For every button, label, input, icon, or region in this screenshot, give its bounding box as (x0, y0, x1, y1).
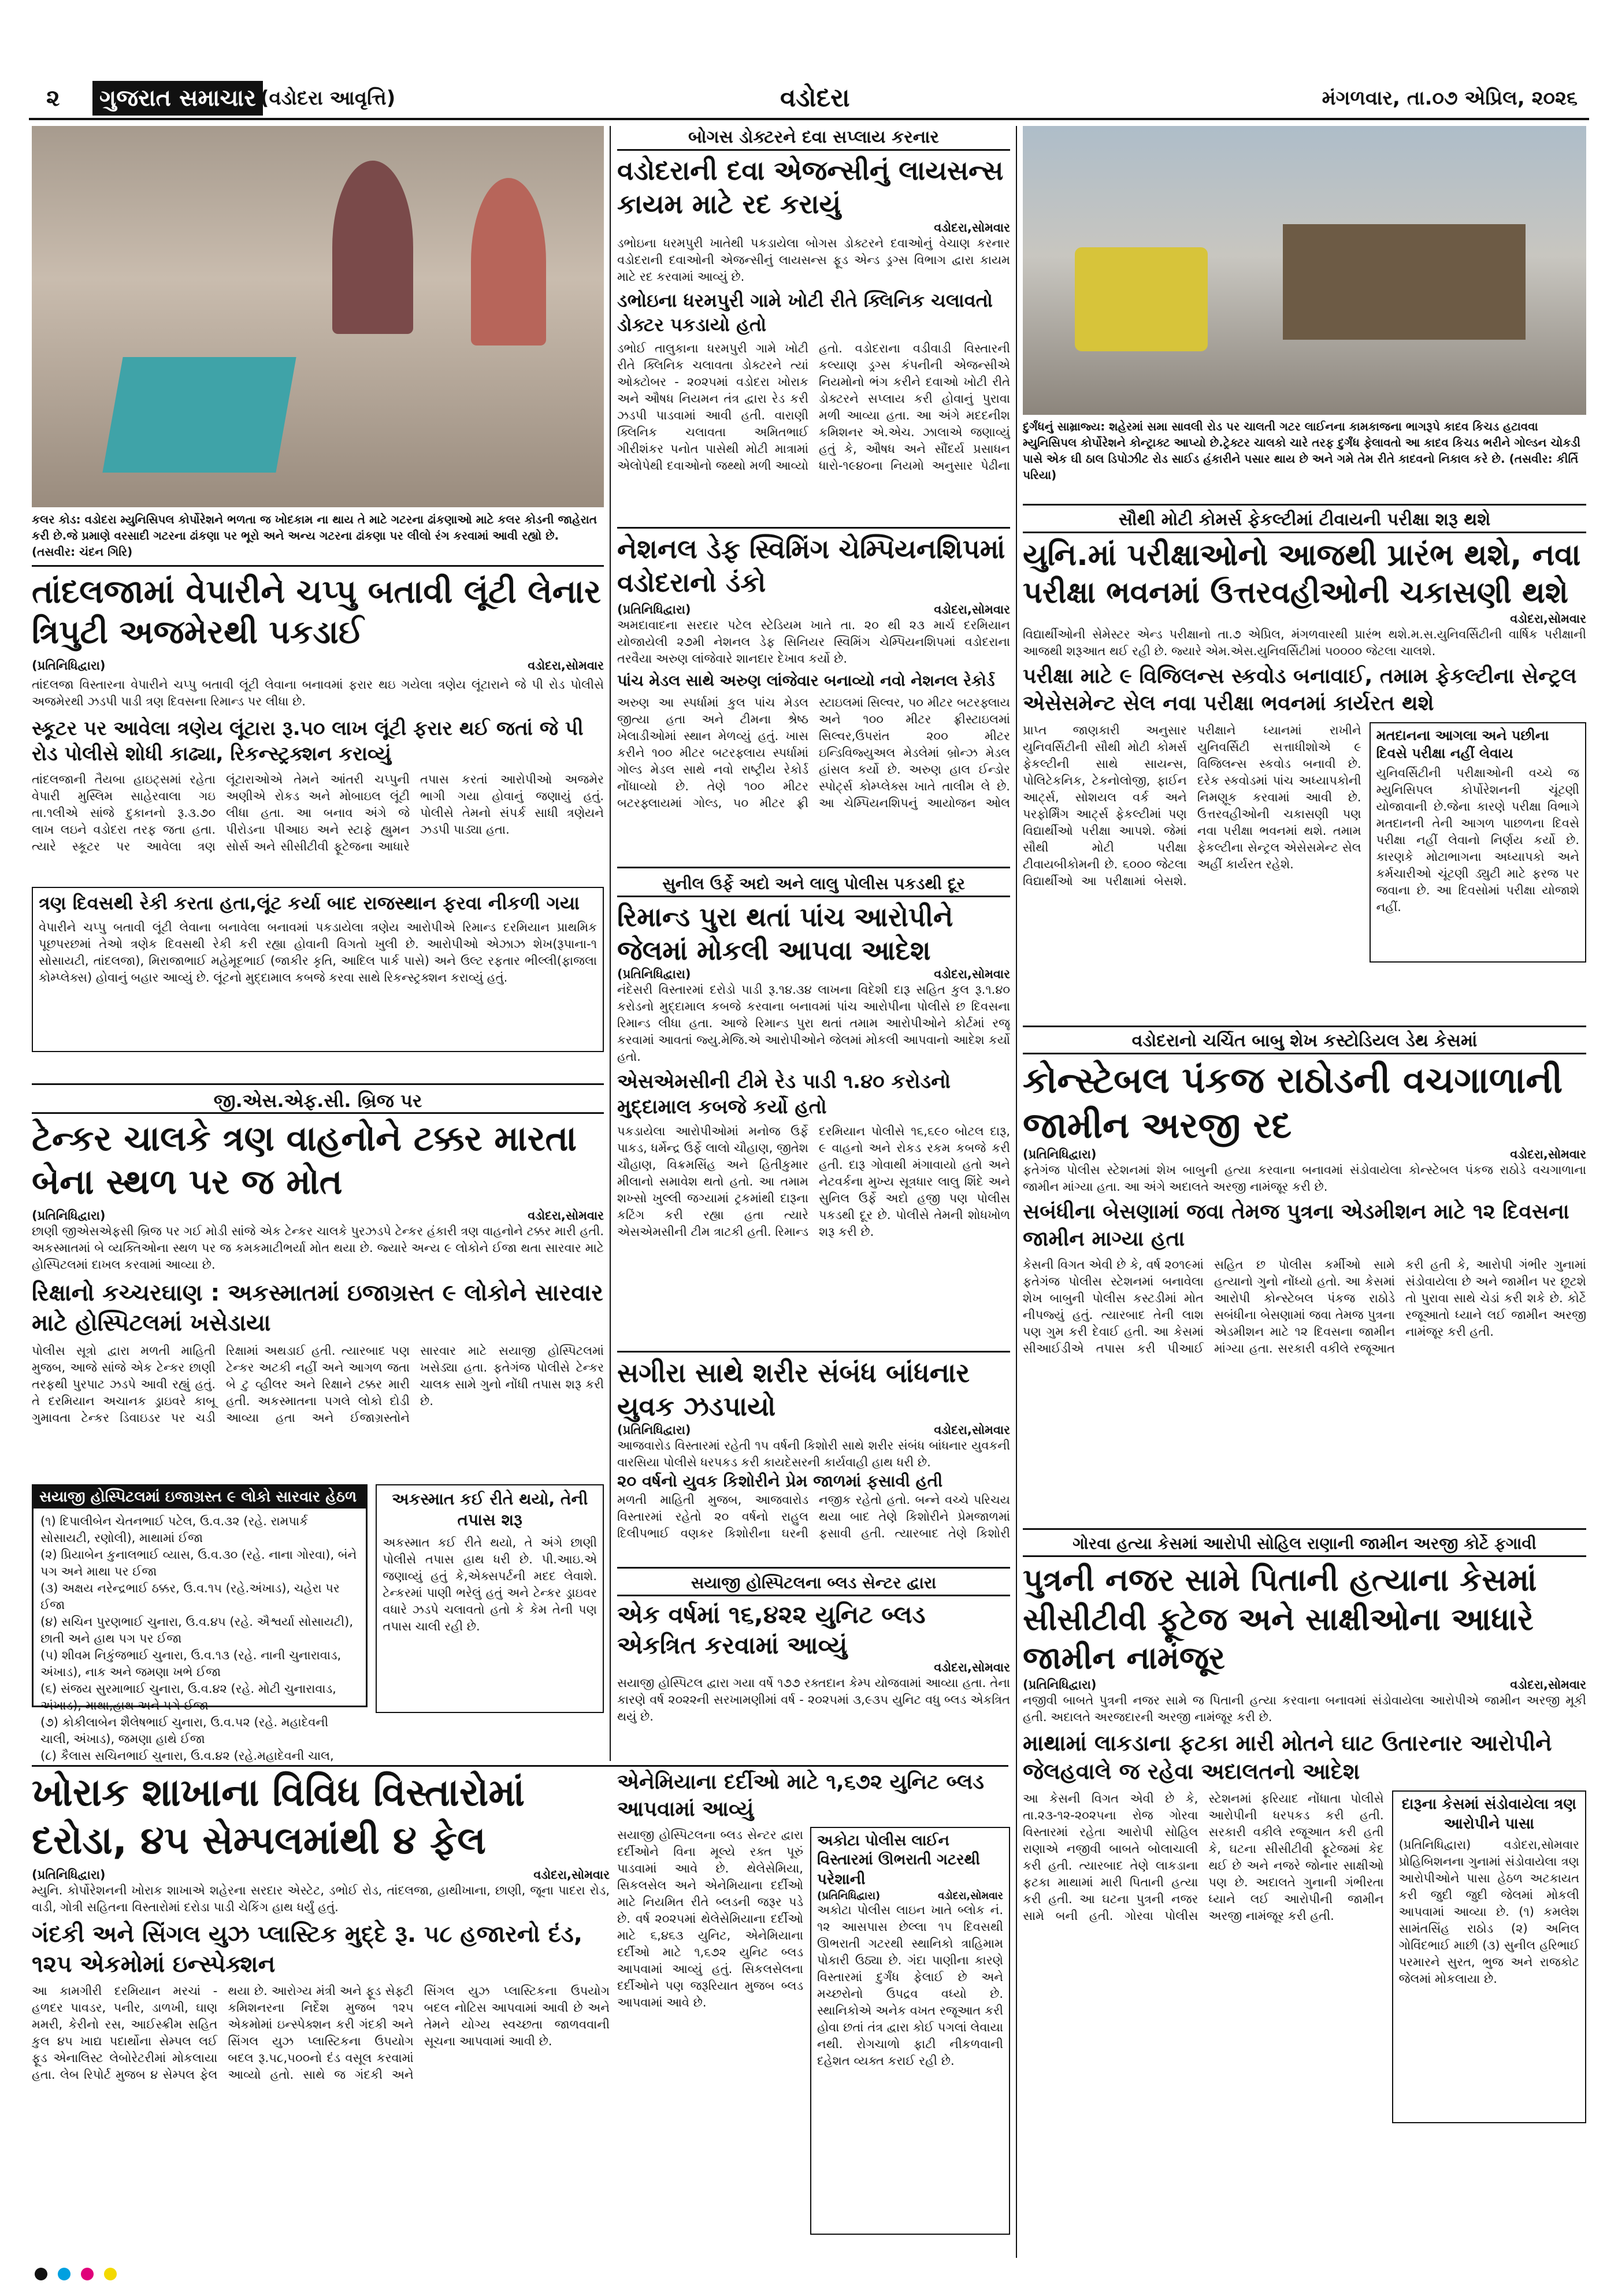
list-item: (૮) કૈલાસ સચિનભાઈ ચુનારા, ઉ.વ.૪૨ (રહે.મહાદેવની ચાલ, (40, 1749, 334, 1762)
lead: આજવારોડ વિસ્તારમાં રહેતી ૧૫ વર્ષની કિશોરી સાથે શરીર સંબંધ બાંધનાર યુવકની વારસિયા પોલીસે ધરપકડ કરી કાયદેસરની કાર્યવાહી હાથ ધરી છે. (617, 1439, 1010, 1469)
list-title: સયાજી હોસ્પિટલમાં ઇજાગ્રસ્ત ૯ લોકો સારવાર હેઠળ (34, 1486, 366, 1509)
story-sewer (810, 1827, 1010, 2235)
dateline: વડોદરા,સોમવાર (533, 1868, 610, 1882)
box-body: અકસ્માત કઈ રીતે થયો, તે અંગે છાણી પોલીસે તપાસ હાથ ધરી છે. પી.આઇ.એ જણાવ્યું હતું કે,એક્સપર્ટની મદદ લેવાશે. ટેન્કરમાં પાણી ભરેલું હતું અને ટેન્કર ડ્રાઇવર વધારે ઝડપે ચલાવતો હતો કે કેમ તેની પણ તપાસ ચાલી રહી છે. (383, 1535, 597, 1633)
lead: છાણી જીએસએફસી બ્રિજ પર ગઈ મોડી સાંજે એક ટેન્કર ચાલકે પુરઝડપે ટેન્કર હંકારી ત્રણ વાહનોને ટક્કર મારી હતી. અકસ્માતમાં બે વ્યક્તિઓના સ્થળ પર જ કમકમાટીભર્યા મોત થયા છે. જ્યારે અન્ય ૯ લોકોને ઈજા થતા સારવાર માટે હોસ્પિટલમાં દાખલ કરવામાં આવ્યા છે. (32, 1224, 604, 1272)
body: પકડાયેલા આરોપીઓમાં મનોજ ઉર્ફે પાકડ, ધર્મેન્દ્ર ઉર્ફે લાલો ચૌહાણ, જીતેશ ચૌહાણ, વિક્રમસિંહ અને હિતીકુમાર મીલાનો સમાવેશ થતો હતો. આ તમામ શખ્સો ખુલ્લી જગ્યામાં ટ્રકમાંથી દારૂના કટિંગ કરી રહ્યા હતા ત્યારે એસએમસીની ટીમ ત્રાટકી હતી. રિમાન્ડ દરમિયાન પોલીસે ૧૬,૬૯૦ બોટલ દારૂ, ૯ વાહનો અને રોકડ રકમ કબજે કરી હતી. દારૂ ગોવાથી મંગાવાયો હતો અને નેટવર્કના મુખ્ય સૂત્રધાર લાલુ શિંદે અને સુનિલ ઉર્ફે અદો હજી પણ પોલીસ પકડથી દૂર છે. પોલીસે તેમની શોધખોળ શરૂ કરી છે. (617, 1124, 1010, 1239)
edition: (વડોદરા આવૃત્તિ) (260, 87, 396, 110)
photo-caption (1023, 418, 1586, 502)
box-head: ત્રણ દિવસથી રેકી કરતા હતા,લૂંટ કર્યા બાદ રાજસ્થાન ફરવા નીકળી ગયા (39, 892, 580, 915)
body: તાંદલજાની તૈયબા હાઇટ્સમાં રહેતા વેપારી મુસ્લિમ સાહેરવાલા ગઇ તા.૧લીએ સાંજે દુકાનનો રૂ.૩.૭૦ લાખ લઇને વડોદરા તરફ જતા હતા. ત્યારે સ્કૂટર પર આવેલા ત્રણ લૂંટારાઓએ તેમને આંતરી ચપ્પુની અણીએ રોકડ અને મોબાઇલ લૂંટી લીધા હતા. આ બનાવ અંગે જે પીરોડના પીઆઇ અને સ્ટાફે હ્યુમન સોર્સ અને સીસીટીવી ફૂટેજના આધારે તપાસ કરતાં આરોપીઓ અજમેર ભાગી ગયા હોવાનું જણાયું હતું. પોલીસે તેમનો સંપર્ક સાધી ત્રણેયને ઝડપી પાડ્યા હતા. (32, 772, 604, 854)
source: (પ્રતિનિધિદ્વારા) (1023, 1147, 1097, 1161)
masthead-rule (29, 118, 1589, 120)
headline: સગીરા સાથે શરીર સંબંધ બાંધનાર યુવક ઝડપાયો (617, 1357, 970, 1422)
lead: ડભોઇના ધરમપુરી ખાતેથી પકડાયેલા બોગસ ડોક્ટરને દવાઓનું વેચાણ કરનાર વડોદરાની દવાઓની એજન્સીનું લાયસન્સ ફૂડ એન્ડ ડ્રગ્સ વિભાગ દ્વારા કાયમ માટે રદ કરવામાં આવ્યું છે. (617, 236, 1010, 284)
box-head: અકસ્માત કઈ રીતે થયો, તેની તપાસ શરૂ (392, 1489, 588, 1530)
subhead: સબંધીના બેસણામાં જવા તેમજ પુત્રના એડમીશન માટે ૧૨ દિવસના જામીન માગ્યા હતા (1023, 1200, 1569, 1251)
paper-name: ગુજરાત સમાચાર (92, 81, 263, 116)
subhead: એનેમિયાના દર્દીઓ માટે ૧,૬૭૨ યુનિટ બ્લડ આપવામાં આવ્યું (617, 1770, 985, 1821)
dateline: વડોદરા,સોમવાર (934, 1423, 1010, 1437)
story-tanker (32, 1089, 604, 1762)
print-registration-marks (35, 2268, 1583, 2285)
source: (પ્રતિનિધિદ્વારા) (817, 1889, 881, 1902)
headline: એક વર્ષમાં ૧૬,૪૨૨ યુનિટ બ્લડ એકત્રિત કરવામાં આવ્યું (617, 1600, 926, 1659)
dateline: વડોદરા,સોમવાર (934, 967, 1010, 981)
story-custody (1023, 1030, 1586, 1526)
city-title: વડોદરા (780, 83, 850, 113)
story-robbery (32, 572, 604, 1080)
kicker: સૌથી મોટી કોમર્સ ફેકલ્ટીમાં ટીવાયની પરીક્ષા શરૂ થશે (1023, 508, 1586, 533)
list-item: (૨) પ્રિયાબેન કુનાલભાઈ વ્યાસ, ઉ.વ.૩૦ (રહે. નાના ગોરવા), બંને પગ અને માથા પર ઈજા (40, 1548, 357, 1578)
headline: તાંદલજામાં વેપારીને ચપ્પુ બતાવી લૂંટી લેનાર ત્રિપુટી અજમેરથી પકડાઈ (32, 573, 601, 651)
divider (1023, 1026, 1586, 1027)
divider (1023, 504, 1586, 506)
list-item: (૭) કોકીલાબેન શૈલેષભાઈ ચુનારા, ઉ.વ.૫૨ (રહે. મહાદેવની ચાલી, અંખાડ), જમણા હાથે ઈજા (40, 1715, 329, 1746)
dateline: વડોદરા,સોમવાર (528, 659, 604, 673)
story-food (32, 1769, 610, 2260)
photo-caption (32, 511, 604, 563)
box-head: મતદાનના આગલા અને પછીના દિવસે પરીક્ષા નહીં લેવાય (1376, 727, 1549, 761)
registration-dot (35, 2268, 47, 2280)
headline: ખોરાક શાખાના વિવિધ વિસ્તારોમાં દરોડા, ૪૫ સેમ્પલમાંથી ૪ ફેલ (32, 1770, 525, 1863)
kicker: ગોરવા હત્યા કેસમાં આરોપી સોહિલ રાણાની જામીન અરજી કોર્ટે ફગાવી (1023, 1532, 1586, 1557)
subhead: પરીક્ષા માટે ૯ વિજિલન્સ સ્કવોડ બનાવાઈ, તમામ ફેકલ્ટીના સેન્ટ્રલ એસેસમેન્ટ સેલ નવા પરીક્ષા ભવનમાં કાર્યરત થશે (1023, 664, 1577, 715)
column-rule (610, 126, 611, 1761)
kicker: બોગસ ડોક્ટરને દવા સપ્લાય કરનાર (617, 126, 1010, 151)
registration-dot (58, 2268, 70, 2280)
kicker: વડોદરાનો ચર્ચિત બાબુ શેખ કસ્ટોડિયલ ડેથ કેસમાં (1023, 1030, 1586, 1054)
body: અકોટા પોલીસ લાઇન ખાતે બ્લોક નં. ૧૨ આસપાસ છેલ્લા ૧૫ દિવસથી ઊભરાતી ગટરથી સ્થાનિકો ત્રાહિમામ પોકારી ઉઠ્યા છે. ગંદા પાણીના કારણે વિસ્તારમાં દુર્ગંધ ફેલાઈ છે અને મચ્છરોનો ઉપદ્રવ વધ્યો છે. સ્થાનિકોએ અનેક વખત રજૂઆત કરી હોવા છતાં તંત્ર દ્વારા કોઈ પગલાં લેવાયા નથી. રોગચાળો ફાટી નીકળવાની દહેશત વ્યક્ત કરાઈ રહી છે. (817, 1903, 1003, 2068)
dateline: વડોદરા,સોમવાર (1510, 1147, 1586, 1161)
side-box (1370, 722, 1586, 963)
headline: વડોદરાની દવા એજન્સીનું લાયસન્સ કાયમ માટે રદ કરાયું (617, 155, 1004, 220)
photo-credit: (તસવીર: ચંદન ગિરિ) (32, 545, 133, 559)
subhead: માથામાં લાકડાના ફટકા મારી મોતને ઘાટ ઉતારનાર આરોપીને જેલહવાલે જ રહેવા અદાલતનો આદેશ (1023, 1730, 1552, 1784)
kicker: સયાજી હોસ્પિટલના બ્લડ સેન્ટર દ્વારા (617, 1571, 1010, 1596)
divider (32, 565, 604, 567)
body: ડભોઈ તાલુકાના ધરમપુરી ગામે ખોટી રીતે ક્લિનિક ચલાવતા ડોક્ટરને ત્યાં ઓક્ટોબર - ૨૦૨૫માં વડોદરા ખોરાક અને ઔષધ નિયમન તંત્ર દ્વારા રેડ કરી ઝડપી પાડવામાં આવી હતી. વારાણી ક્લિનિક ચલાવતા અમિતભાઈ ગીરીશંકર પનોત પાસેથી મોટી માત્રામાં એલોપેથી દવાઓનો જથ્થો મળી આવ્યો હતો. વડોદરાના વડીવાડી વિસ્તારની કલ્યાણ ડ્રગ્સ કંપનીની એજન્સીએ નિયમોનો ભંગ કરીને દવાઓ ખોટી રીતે ડોક્ટરને સપ્લાય કરી હોવાનું પુરાવા મળી આવ્યા હતા. આ અંગે મદદનીશ કમિશનર એ.એચ. ઝાલાએ જણાવ્યું હતું કે, ઔષધ અને સૌંદર્ય પ્રસાધન ધારો-૧૯૪૦ના નિયમો અનુસાર પેઢીના (617, 341, 1010, 473)
body: પ્રાપ્ત જાણકારી અનુસાર યુનિવર્સિટીની સૌથી મોટી કોમર્સ ફેકલ્ટીની સાથે સાયન્સ, પોલિટેકનિક, ટેકનોલોજી, ફાઈન આર્ટ્સ, સોશયલ વર્ક અને પરફોર્મિંગ આર્ટ્સ ફેકલ્ટીમાં પણ વિદ્યાર્થીઓ પરીક્ષા આપશે. જેમાં સૌથી મોટી પરીક્ષા ટીવાયબીકોમની છે. ૬૦૦૦ જેટલા વિદ્યાર્થીઓ આ પરીક્ષામાં બેસશે. પરીક્ષાને ધ્યાનમાં રાખીને યુનિવર્સિટી સત્તાધીશોએ ૯ વિજિલન્સ સ્કવોડ બનાવી છે. દરેક સ્કવોડમાં પાંચ અધ્યાપકોની નિમણૂક કરવામાં આવી છે. ઉત્તરવહીઓની ચકાસણી પણ નવા પરીક્ષા ભવનમાં થશે. તમામ ફેકલ્ટીના સેન્ટ્રલ એસેસમેન્ટ સેલ અહીં કાર્યરત રહેશે. (1023, 723, 1361, 888)
source: (પ્રતિનિધિદ્વારા) (617, 1423, 691, 1437)
list-item: (૧) દિપાલીબેન ચેતનભાઈ પટેલ, ઉ.વ.૩૨ (રહે. રામપાર્ક સોસાયટી, રણોલી), માથામાં ઈજા (40, 1514, 309, 1545)
subhead: રિક્ષાનો કચ્ચરઘાણ : અકસ્માતમાં ઇજાગ્રસ્ત ૯ લોકોને સારવાર માટે હોસ્પિટલમાં ખસેડાયા (32, 1280, 603, 1336)
lead: સયાજી હોસ્પિટલ દ્વારા ગયા વર્ષે ૧૭૭ રક્તદાન કેમ્પ યોજવામાં આવ્યા હતા. તેના કારણે વર્ષ ૨૦૨૨ની સરખામણીમાં વર્ષ - ૨૦૨૫માં ૩,૯૩૫ યુનિટ વધુ બ્લડ એકત્રિત થયું છે. (617, 1676, 1010, 1723)
body: સયાજી હોસ્પિટલના બ્લડ સેન્ટર દ્વારા દર્દીઓને વિના મૂલ્યે રક્ત પૂરું પાડવામાં આવે છે. થેલેસેમિયા, સિકલસેલ અને એનેમિયાના દર્દીઓ માટે નિયમિત રીતે બ્લડની જરૂર પડે છે. વર્ષ ૨૦૨૫માં થેલેસેમિયાના દર્દીઓ માટે ૬,૪૬૩ યુનિટ, એનેમિયાના દર્દીઓ માટે ૧,૬૭૨ યુનિટ બ્લડ આપવામાં આવ્યું હતું. સિકલસેલના દર્દીઓને પણ જરૂરિયાત મુજબ બ્લડ આપવામાં આવે છે. (617, 1827, 803, 2009)
list-item: (૩) અક્ષય નરેન્દ્રભાઈ ઠક્કર, ઉ.વ.૧૫ (રહે.અંખાડ), ચહેરા પર ઈજા (40, 1581, 340, 1612)
dateline: વડોદરા,સોમવાર (938, 1889, 1003, 1902)
source: (પ્રતિનિધિદ્વારા) (617, 603, 691, 616)
headline: યુનિ.માં પરીક્ષાઓનો આજથી પ્રારંભ થશે, નવા પરીક્ષા ભવનમાં ઉત્તરવહીઓની ચકાસણી થશે (1023, 538, 1581, 610)
worker-figure (332, 161, 413, 334)
registration-dot (104, 2268, 117, 2280)
photo-tractor (1023, 126, 1586, 415)
side-box (32, 887, 604, 1052)
masthead (29, 81, 1595, 117)
worker-figure (471, 178, 546, 345)
source: (પ્રતિનિધિદ્વારા) (1023, 1677, 1097, 1692)
subhead: પાંચ મેડલ સાથે અરુણ લાંજેવાર બનાવ્યો નવો નેશનલ રેકોર્ડ (617, 672, 995, 690)
headline: પુત્રની નજર સામે પિતાની હત્યાના કેસમાં સીસીટીવી ફૂટેજ અને સાક્ષીઓના આધારે જામીન નામંજૂર (1023, 1562, 1537, 1676)
dateline: વડોદરા,સોમવાર (1510, 1677, 1586, 1692)
lead: નંદેસરી વિસ્તારમાં દરોડો પાડી રૂ.૧૪.૩૪ લાખના વિદેશી દારૂ સહિત કુલ રૂ.૧.૪૦ કરોડનો મુદ્દામાલ કબજે કરવાના બનાવમાં પાંચ આરોપીના પોલીસે છ દિવસના રિમાન્ડ લીધા હતા. આજે રિમાન્ડ પુરા થતાં તમામ આરોપીઓને કોર્ટમાં રજૂ કરવામાં આવતાં જ્યુ.મેજિ.એ આરોપીઓને જેલમાં મોકલી આપવાનો આદેશ કર્યો હતો. (617, 983, 1010, 1064)
headline: કોન્સ્ટેબલ પંકજ રાઠોડની વચગાળાની જામીન અરજી રદ (1023, 1059, 1563, 1146)
registration-dot (81, 2268, 94, 2280)
injured-list-box (32, 1484, 368, 1762)
page-number: ૨ (46, 85, 60, 112)
side-box (376, 1484, 604, 1713)
divider (617, 867, 1010, 868)
subhead: ગંદકી અને સિંગલ યુઝ પ્લાસ્ટિક મુદ્દે રૂ. ૫૮ હજારનો દંડ, ૧૨૫ એકમોમાં ઇન્સ્પેક્શન (32, 1921, 583, 1978)
source: (પ્રતિનિધિદ્વારા) (32, 1868, 106, 1882)
blood-continued (617, 1769, 1010, 2260)
box-body: વેપારીને ચપ્પુ બતાવી લૂંટી લેવાના બનાવેલા બનાવમાં પકડાયેલા ત્રણેય આરોપીએ રિમાન્ડ દરમિયાન પ્રાથમિક પૂછપરછમાં તેઓ ત્રણેક દિવસથી રેકી કરી રહ્યા હોવાની વિગતો ખુલી છે. આરોપીઓ એઝાઝ શેખ(રૂપાના-૧ સોસાયટી, તાંદલજા), મિરાજાભાઈ મહેમૂદભાઈ (જાકીર કૃતિ, આદિલ પાર્ક પાસે) અને ઉલ્ટ રફતાર ભીલ્લી(ફાજલા કોમ્પ્લેક્સ) હોવાનું બહાર આવ્યું છે. લૂંટનો મુદ્દામાલ કબજે કરવા સાથે રિકન્સ્ટ્રક્શન કરાવ્યું હતું. (39, 920, 597, 984)
story-pharma (617, 126, 1010, 525)
body: પોલીસ સૂત્રો દ્વારા મળતી માહિતી મુજબ, આજે સાંજે એક ટેન્કર છાણી તરફથી પુરપાટ ઝડપે આવી રહ્યું હતું. તે દરમિયાન અચાનક ડ્રાઇવરે કાબૂ ગુમાવતા ટેન્કર ડિવાઇડર પર ચડી રિક્ષામાં અથડાઈ હતી. ત્યારબાદ પણ ટેન્કર અટકી નહીં અને આગળ જતા બે ટુ વ્હીલર અને રિક્ષાને ટક્કર મારી હતી. અકસ્માતના પગલે લોકો દોડી આવ્યા હતા અને ઈજાગ્રસ્તોને સારવાર માટે સયાજી હોસ્પિટલમાં ખસેડ્યા હતા. ફતેગંજ પોલીસે ટેન્કર ચાલક સામે ગુનો નોંધી તપાસ શરૂ કરી છે. (32, 1344, 604, 1425)
divider (617, 1351, 1010, 1353)
list-item: (૪) સચિન પુરણભાઈ ચુનારા, ઉ.વ.૪૫ (રહે. ઐશ્વર્યા સોસાયટી), છાતી અને હાથ પગ પર ઈજા (40, 1615, 354, 1645)
headline: રિમાન્ડ પુરા થતાં પાંચ આરોપીને જેલમાં મોકલી આપવા આદેશ (617, 901, 953, 966)
body: આ કામગીરી દરમિયાન મરચાં - હળદર પાવડર, પનીર, ડાળખી, ઘાણ મમરી, કેરીનો રસ, આઈસ્ક્રીમ સહિત કુલ ૪૫ ખાદ્ય પદાર્થોના સેમ્પલ લઈ ફૂડ એનાલિસ્ટ લેબોરેટરીમાં મોકલાયા હતા. લેબ રિપોર્ટ મુજબ ૪ સેમ્પલ ફેલ થયા છે. આરોગ્ય મંત્રી અને ફૂડ સેફ્ટી કમિશનરના નિર્દેશ મુજબ ૧૨૫ એકમોમાં ઇન્સ્પેક્શન કરી ગંદકી અને સિંગલ યુઝ પ્લાસ્ટિકના ઉપયોગ બદલ રૂ.૫૮,૫૦૦નો દંડ વસૂલ કરવામાં આવ્યો હતો. સાથે જ ગંદકી અને સિંગલ યુઝ પ્લાસ્ટિકના ઉપયોગ બદલ નોટિસ આપવામાં આવી છે અને તેમને યોગ્ય સ્વચ્છતા જાળવવાની સૂચના આપવામાં આવી છે. (32, 1984, 610, 2082)
side-box (1392, 1790, 1586, 2123)
tractor-trolley-shape (1283, 224, 1526, 340)
box-body: યુનિવર્સિટીની પરીક્ષાઓની વચ્ચે જ મ્યુનિસિપલ કોર્પોરેશનની ચૂંટણી યોજાવાની છે.જેના કારણે પરીક્ષા વિભાગે મતદાનની તેની આગળ પાછળના દિવસે પરીક્ષા નહીં લેવાનો નિર્ણય કર્યો છે. કારણકે મોટાભાગના અધ્યાપકો અને કર્મચારીઓ ચૂંટણી ડ્યુટી માટે ફરજ પર જવાના છે. આ દિવસોમાં પરીક્ષા યોજાશે નહીં. (1376, 766, 1579, 914)
box-head: દારૂના કેસમાં સંડોવાયેલા ત્રણ આરોપીને પાસા (1401, 1796, 1576, 1833)
dateline: વડોદરા,સોમવાર (934, 1660, 1010, 1674)
body: મળતી માહિતી મુજબ, આજવારોડ વિસ્તારમાં રહેતો ૨૦ વર્ષનો રાહુલ દિલીપભાઈ વણકર કિશોરીના ઘરની નજીક રહેતો હતો. બન્ને વચ્ચે પરિચય થયા બાદ તેણે કિશોરીને પ્રેમજાળમાં ફસાવી હતી. ત્યારબાદ તેણે કિશોરી (617, 1493, 1010, 1541)
kicker: જી.એસ.એફ.સી. બ્રિજ પર (32, 1089, 604, 1114)
story-blood (617, 1571, 1010, 1762)
lead: અમદાવાદના સરદાર પટેલ સ્ટેડિયમ ખાતે તા. ૨૦ થી ૨૩ માર્ચ દરમિયાન યોજાયેલી ૨૭મી નેશનલ ડેફ સિનિયર સ્વિમિંગ ચેમ્પિયનશિપમાં વડોદરાના તરવૈયા અરુણ લાંજેવારે શાનદાર દેખાવ કર્યો છે. (617, 618, 1010, 666)
story-swimming (617, 533, 1010, 865)
body: કેસની વિગત એવી છે કે, વર્ષ ૨૦૧૯માં ફતેગંજ પોલીસ સ્ટેશનમાં બનાવેલા શેખ બાબુની પોલીસ કસ્ટડીમાં મોત નીપજ્યું હતું. ત્યારબાદ તેની લાશ પણ ગુમ કરી દેવાઈ હતી. આ કેસમાં સીઆઈડીએ તપાસ કરી પીઆઈ સહિત છ પોલીસ કર્મીઓ સામે હત્યાનો ગુનો નોંધ્યો હતો. આ કેસમાં આરોપી કોન્સ્ટેબલ પંકજ રાઠોડે સબંધીના બેસણામાં જવા તેમજ પુત્રના એડમીશન માટે ૧૨ દિવસના જામીન માંગ્યા હતા. સરકારી વકીલે રજૂઆત કરી હતી કે, આરોપી ગંભીર ગુનામાં સંડોવાયેલા છે અને જામીન પર છૂટશે તો પુરાવા સાથે ચેડાં કરી શકે છે. કોર્ટે રજૂઆતો ધ્યાને લઈ જામીન અરજી નામંજૂર કરી હતી. (1023, 1257, 1586, 1355)
story-remand (617, 872, 1010, 1349)
gutter-cover-shape (102, 357, 296, 473)
photo-credit: (તસવીર: કીર્તિ પરિયા) (1023, 452, 1579, 482)
divider (617, 1567, 1010, 1569)
list-item: (૬) સંજય સુરમાભાઈ ચુનારા, ઉ.વ.૪૨ (રહે. મોટી ચુનારાવાડ, અંખાડ), માથા,હાથ અને પગે ઈજા (40, 1682, 336, 1712)
dateline: વડોદરા,સોમવાર (934, 221, 1010, 235)
story-exam (1023, 508, 1586, 1023)
source: (પ્રતિનિધિદ્વારા) (32, 659, 106, 673)
source: (પ્રતિનિધિદ્વારા) (32, 1209, 106, 1223)
story-marriage (617, 1357, 1010, 1565)
dateline: વડોદરા,સોમવાર (528, 1209, 604, 1223)
divider (617, 527, 1010, 529)
divider (32, 1765, 1008, 1767)
lead: નજીવી બાબતે પુત્રની નજર સામે જ પિતાની હત્યા કરવાના બનાવમાં સંડોવાયેલા આરોપીએ જામીન અરજી મૂકી હતી. અદાલતે અરજદારની અરજી નામંજૂર કરી છે. (1023, 1693, 1586, 1724)
source: (પ્રતિનિધિદ્વારા) (617, 967, 691, 981)
dateline: વડોદરા,સોમવાર (1510, 612, 1586, 626)
photo-gutter-cover (32, 126, 604, 507)
caption-text: કલર કોડ: વડોદરા મ્યુનિસિપલ કોર્પોરેશને ભળતા જ ખોદકામ ના થાય તે માટે ગટરના ઢાંકણાઓ માટે કલર કોડની જાહેરાત કરી છે.જે પ્રમાણે વરસાદી ગટરના ઢાંકણા પર ભૂરો અને અન્ય ગટરના ઢાંકણા પર લીલો રંગ કરવામાં આવી રહ્યો છે. (32, 512, 597, 543)
divider (32, 1083, 604, 1085)
box-body: (પ્રતિનિધિદ્વારા) વડોદરા,સોમવાર પ્રોહિબિશનના ગુનામાં સંડોવાયેલા ત્રણ આરોપીઓને પાસા હેઠળ અટકાયત કરી જુદી જુદી જેલમાં મોકલી આપવામાં આવ્યા છે. (૧) કમલેશ સામંતસિંહ રાઠોડ (૨) અનિલ ગોવિંદભાઈ માછી (૩) સુનીલ હરિભાઈ પરમારને સુરત, ભુજ અને રાજકોટ જેલમાં મોકલાયા છે. (1398, 1837, 1579, 1986)
divider (1023, 1528, 1586, 1530)
subhead: ૨૦ વર્ષનો યુવક કિશોરીને પ્રેમ જાળમાં ફસાવી હતી (617, 1472, 943, 1491)
body: અરુણ આ સ્પર્ધામાં કુલ પાંચ મેડલ જીત્યા હતા અને ટીમના શ્રેષ્ઠ ખેલાડીઓમાં સ્થાન મેળવ્યું હતું. ખાસ કરીને ૧૦૦ મીટર બટરફ્લાય સ્પર્ધામાં ગોલ્ડ મેડલ સાથે નવો રાષ્ટ્રીય રેકોર્ડ નોંધાવ્યો છે. તેણે ૧૦૦ મીટર બટરફ્લાયમાં ગોલ્ડ, ૫૦ મીટર ફ્રી સ્ટાઇલમાં સિલ્વર, ૫૦ મીટર બટરફ્લાય અને ૧૦૦ મીટર ફ્રીસ્ટાઇલમાં સિલ્વર,ઉપરાંત ૨૦૦ મીટર ઇન્ડિવિજ્યુઅલ મેડલેમાં બ્રોન્ઝ મેડલ હાંસલ કર્યો છે. અરુણ હાલ ઈન્ડોર સ્પોર્ટ્સ કોમ્પ્લેક્સ ખાતે તાલીમ લે છે. આ ચેમ્પિયનશિપનું આયોજન ઓલ (617, 696, 1010, 811)
caption-text: દુર્ગંધનું સામ્રાજ્ય: શહેરમાં સમા સાવલી રોડ પર ચાલતી ગટર લાઈનના કામકાજના ભાગરૂપે કાદવ કિચડ હટાવવા મ્યુનિસિપલ કોર્પોરેશને કોન્ટ્રાક્ટ આપ્યો છે.ટ્રેક્ટર ચાલકો ચારે તરફ દુર્ગંધ ફેલાવતો આ કાદવ કિચડ ભરીને ગોલ્ડન ચોકડી પાસે એક ઘી ઠાલ ડિપોઝીટ રોડ સાઈડ હંકારીને પસાર થાય છે અને ગમે તેમ રીતે કાદવનો નિકાલ કરે છે. (1023, 419, 1581, 466)
lead: વિદ્યાર્થીઓની સેમેસ્ટર એન્ડ પરીક્ષાનો તા.૭ એપ્રિલ, મંગળવારથી પ્રારંભ થશે.મ.સ.યુનિવર્સિટીની વાર્ષિક પરીક્ષાની આજથી શરૂઆત થઈ રહી છે. જ્યારે એમ.એસ.યુનિવર્સિટીમાં ૫૦૦૦૦ જેટલા ચાલશે. (1023, 627, 1586, 658)
headline: ટેન્કર ચાલકે ત્રણ વાહનોને ટક્કર મારતા બેના સ્થળ પર જ મોત (32, 1119, 577, 1202)
headline: અકોટા પોલીસ લાઈન વિસ્તારમાં ઊભરાતી ગટરથી પરેશાની (817, 1831, 980, 1889)
injured-list (34, 1509, 366, 1762)
lead: ફતેગંજ પોલીસ સ્ટેશનમાં શેખ બાબુની હત્યા કરવાના બનાવમાં સંડોવાયેલા કોન્સ્ટેબલ પંકજ રાઠોડે વચગાળાના જામીન માંગ્યા હતા. આ અંગે અદાલતે અરજી નામંજૂર કરી છે. (1023, 1163, 1586, 1194)
column-rule (1016, 126, 1017, 2258)
dateline: વડોદરા,સોમવાર (934, 603, 1010, 616)
list-item: (૫) શીવમ નિકુંજભાઈ ચુનારા, ઉ.વ.૧૩ (રહે. નાની ચુનારાવાડ, અંખાડ), નાક અને જમણા ખભે ઈજા (40, 1648, 342, 1679)
lead: તાંદલજા વિસ્તારના વેપારીને ચપ્પુ બતાવી લૂંટી લેવાના બનાવમાં ફરાર થઇ ગયેલા ત્રણેય લૂંટારાને જે પી રોડ પોલીસે અજમેરથી ઝડપી પાડી ત્રણ દિવસના રિમાન્ડ પર લીધા છે. (32, 678, 604, 708)
story-bail (1023, 1532, 1586, 2254)
subhead: સ્કૂટર પર આવેલા ત્રણેય લૂંટારા રૂ.૫૦ લાખ લૂંટી ફરાર થઈ જતાં જે પી રોડ પોલીસે શોધી કાઢ્યા, રિકન્સ્ટ્રક્શન કરાવ્યું (32, 717, 584, 766)
lead: મ્યુનિ. કોર્પોરેશનની ખોરાક શાખાએ શહેરના સરદાર એસ્ટેટ, ડભોઈ રોડ, તાંદલજા, હાથીખાના, છાણી, જૂના પાદરા રોડ, વાડી, ગોત્રી સહિતના વિસ્તારોમાં દરોડા પાડી ચેકિંગ હાથ ધર્યું હતું. (32, 1883, 610, 1914)
headline: નેશનલ ડેફ સ્વિમિંગ ચેમ્પિયનશિપમાં વડોદરાનો ડંકો (617, 533, 1005, 598)
body: આ કેસની વિગત એવી છે કે, તા.૨૩-૧૨-૨૦૨૫ના રોજ ગોરવા વિસ્તારમાં રહેતા આરોપી સોહિલ રાણાએ નજીવી બાબતે બોલાચાલી કરી હતી. ત્યારબાદ તેણે લાકડાના ફટકા માથામાં મારી પિતાની હત્યા કરી હતી. આ ઘટના પુત્રની નજર સામે બની હતી. ગોરવા પોલીસ સ્ટેશનમાં ફરિયાદ નોંધાતા પોલીસે આરોપીની ધરપકડ કરી હતી. સરકારી વકીલે રજૂઆત કરી હતી કે, ઘટના સીસીટીવી ફૂટેજમાં કેદ થઈ છે અને નજરે જોનાર સાક્ષીઓ પણ છે. અદાલતે ગુનાની ગંભીરતા ધ્યાને લઈ આરોપીની જામીન અરજી નામંજૂર કરી હતી. (1023, 1792, 1384, 1923)
subhead: એસએમસીની ટીમે રેડ પાડી ૧.૪૦ કરોડનો મુદ્દામાલ કબજે કર્યો હતો (617, 1070, 951, 1119)
kicker: સુનીલ ઉર્ફે અદો અને લાલુ પોલીસ પકડથી દૂર (617, 872, 1010, 897)
auto-rickshaw-shape (1075, 247, 1208, 351)
issue-date: મંગળવાર, તા.૦૭ એપ્રિલ, ૨૦૨૬ (1322, 87, 1578, 110)
subhead: ડભોઇના ધરમપુરી ગામે ખોટી રીતે ક્લિનિક ચલાવતો ડોક્ટર પકડાયો હતો (617, 289, 993, 336)
